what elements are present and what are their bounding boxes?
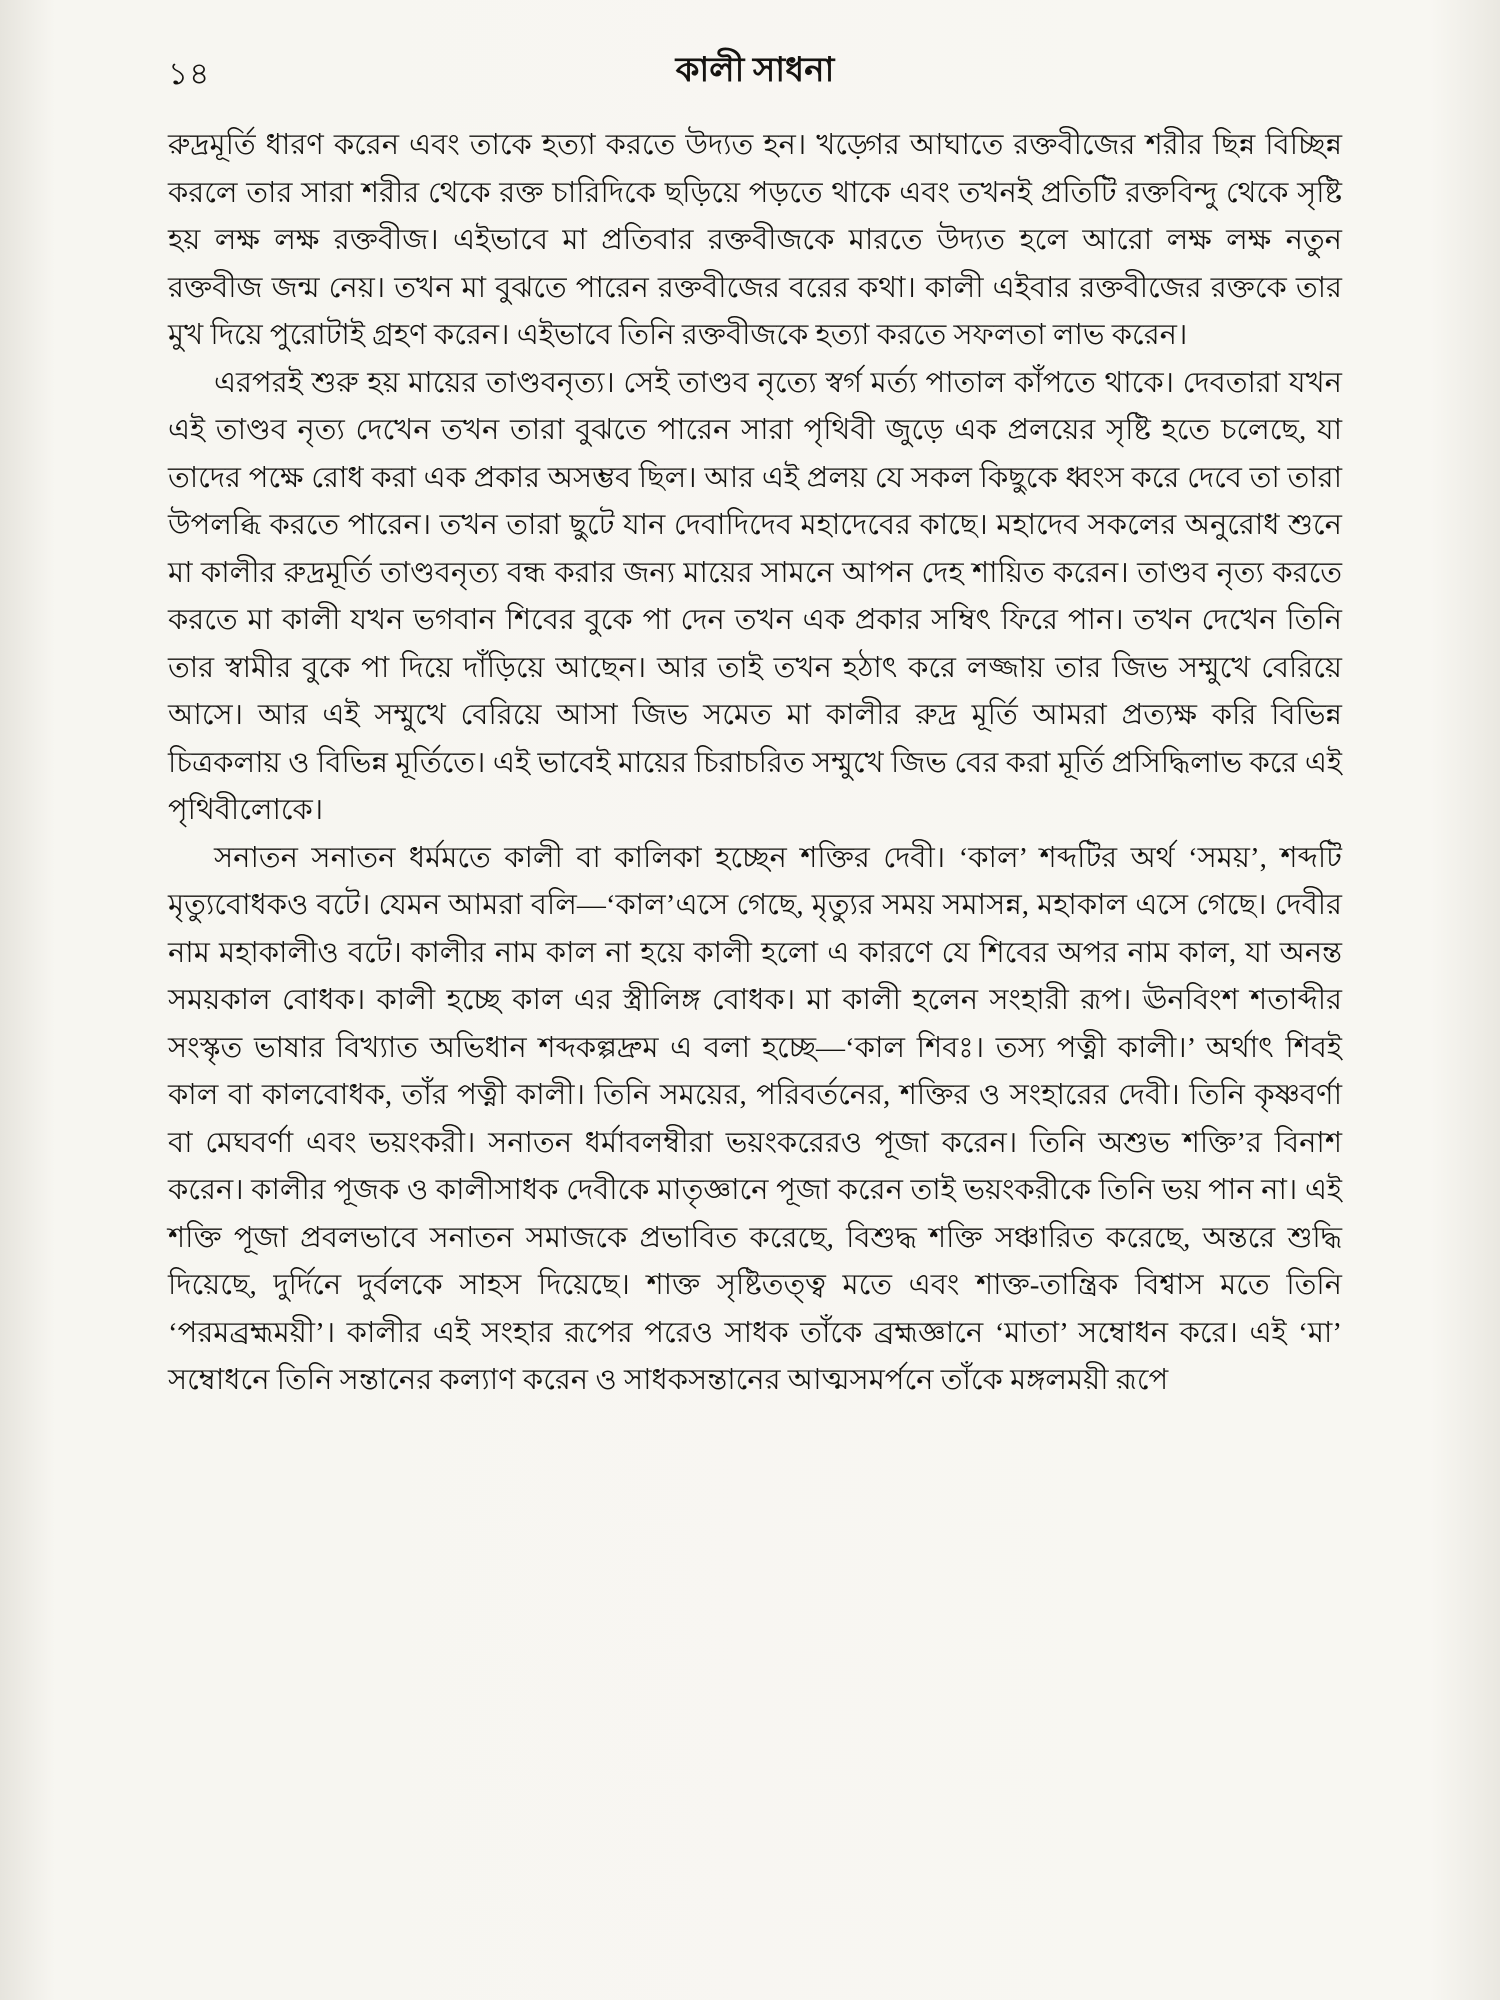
body-text (168, 122, 1342, 1405)
page-header (168, 44, 1342, 96)
book-title: কালী সাধনা (675, 52, 835, 89)
paragraph-continuation: রুদ্রমূর্তি ধারণ করেন এবং তাকে হত্যা করতে উদ্যত হন। খড়্গের আঘাতে রক্তবীজের শরীর ছিন্ন বিচ্ছিন্ন করলে তার সারা শরীর থেকে রক্ত চারিদিকে ছড়িয়ে পড়তে থাকে এবং তখনই প্রতিটি রক্তবিন্দু থেকে সৃষ্টি হয় লক্ষ লক্ষ রক্তবীজ। এইভাবে মা প্রতিবার রক্তবীজকে মারতে উদ্যত হলে আরো লক্ষ লক্ষ নতুন রক্তবীজ জন্ম নেয়। তখন মা বুঝতে পারেন রক্তবীজের বরের কথা। কালী এইবার রক্তবীজের রক্তকে তার মুখ দিয়ে পুরোটাই গ্রহণ করেন। এইভাবে তিনি রক্তবীজকে হত্যা করতে সফলতা লাভ করেন। (168, 129, 1342, 351)
page-number: ১৪ (168, 56, 211, 91)
paragraph-kali-meaning: সনাতন সনাতন ধর্মমতে কালী বা কালিকা হচ্ছেন শক্তির দেবী। ‘কাল’ শব্দটির অর্থ ‘সময়’, শব্দটি মৃত্যুবোধকও বটে। যেমন আমরা বলি—‘কাল’এসে গেছে, মৃত্যুর সময় সমাসন্ন, মহাকাল এসে গেছে। দেবীর নাম মহাকালীও বটে। কালীর নাম কাল না হয়ে কালী হলো এ কারণে যে শিবের অপর নাম কাল, যা অনন্ত সময়কাল বোধক। কালী হচ্ছে কাল এর স্ত্রীলিঙ্গ বোধক। মা কালী হলেন সংহারী রূপ। ঊনবিংশ শতাব্দীর সংস্কৃত ভাষার বিখ্যাত অভিধান শব্দকল্পদ্রুম এ বলা হচ্ছে—‘কাল শিবঃ। তস্য পত্নী কালী।’ অর্থাৎ শিবই কাল বা কালবোধক, তাঁর পত্নী কালী। তিনি সময়ের, পরিবর্তনের, শক্তির ও সংহারের দেবী। তিনি কৃষ্ণবর্ণা বা মেঘবর্ণা এবং ভয়ংকরী। সনাতন ধর্মাবলম্বীরা ভয়ংকরেরও পূজা করেন। তিনি অশুভ শক্তি’র বিনাশ করেন। কালীর পূজক ও কালীসাধক দেবীকে মাতৃজ্ঞানে পূজা করেন তাই ভয়ংকরীকে তিনি ভয় পান না। এই শক্তি পূজা প্রবলভাবে সনাতন সমাজকে প্রভাবিত করেছে, বিশুদ্ধ শক্তি সঞ্চারিত করেছে, অন্তরে শুদ্ধি দিয়েছে, দুর্দিনে দুর্বলকে সাহস দিয়েছে। শাক্ত সৃষ্টিতত্ত্ব মতে এবং শাক্ত-তান্ত্রিক বিশ্বাস মতে তিনি ‘পরমব্রহ্মময়ী’। কালীর এই সংহার রূপের পরেও সাধক তাঁকে ব্রহ্মজ্ঞানে ‘মাতা’ সম্বোধন করে। এই ‘মা’ সম্বোধনে তিনি সন্তানের কল্যাণ করেন ও সাধকসন্তানের আত্মসমর্পনে তাঁকে মঙ্গলময়ী রূপে (168, 841, 1342, 1396)
paragraph-tandava-story: এরপরই শুরু হয় মায়ের তাণ্ডবনৃত্য। সেই তাণ্ডব নৃত্যে স্বর্গ মর্ত্য পাতাল কাঁপতে থাকে। দেবতারা যখন এই তাণ্ডব নৃত্য দেখেন তখন তারা বুঝতে পারেন সারা পৃথিবী জুড়ে এক প্রলয়ের সৃষ্টি হতে চলেছে, যা তাদের পক্ষে রোধ করা এক প্রকার অসম্ভব ছিল। আর এই প্রলয় যে সকল কিছুকে ধ্বংস করে দেবে তা তারা উপলব্ধি করতে পারেন। তখন তারা ছুটে যান দেবাদিদেব মহাদেবের কাছে। মহাদেব সকলের অনুরোধ শুনে মা কালীর রুদ্রমূর্তি তাণ্ডবনৃত্য বন্ধ করার জন্য মায়ের সামনে আপন দেহ শায়িত করেন। তাণ্ডব নৃত্য করতে করতে মা কালী যখন ভগবান শিবের বুকে পা দেন তখন এক প্রকার সম্বিৎ ফিরে পান। তখন দেখেন তিনি তার স্বামীর বুকে পা দিয়ে দাঁড়িয়ে আছেন। আর তাই তখন হঠাৎ করে লজ্জায় তার জিভ সম্মুখে বেরিয়ে আসে। আর এই সম্মুখে বেরিয়ে আসা জিভ সমেত মা কালীর রুদ্র মূর্তি আমরা প্রত্যক্ষ করি বিভিন্ন চিত্রকলায় ও বিভিন্ন মূর্তিতে। এই ভাবেই মায়ের চিরাচরিত সম্মুখে জিভ বের করা মূর্তি প্রসিদ্ধিলাভ করে এই পৃথিবীলোকে। (168, 366, 1342, 826)
